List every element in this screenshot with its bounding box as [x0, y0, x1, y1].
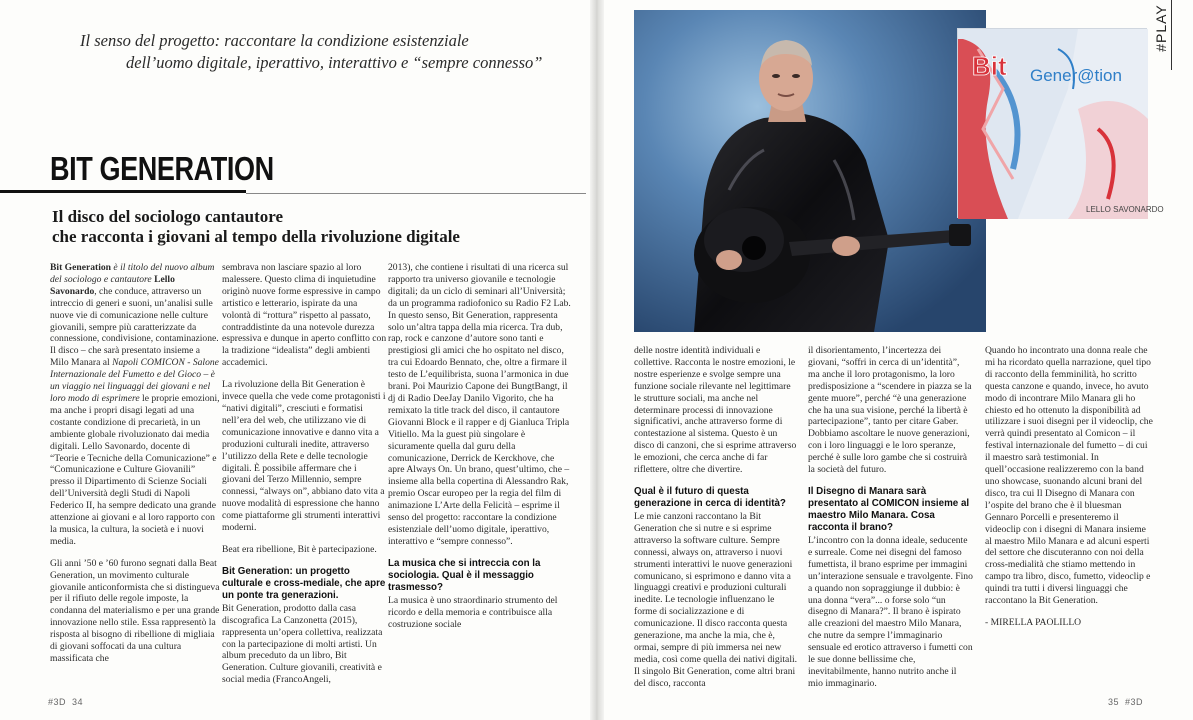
text-column-4: [634, 345, 799, 689]
lead-title: Bit Generation: [50, 262, 112, 273]
page-number: 34: [72, 697, 84, 707]
paragraph: sembrava non lasciare spazio al loro malessere. Questo clima di inquietudine originò nuove forme espressive in campo artistico e letterario, ispirate da una volontà di “rottura” rispetto al passato, contraddistinte da una notevole durezza espressiva e dunque in aperto conflitto con la tradizione “idealista” degli ambienti accademici.: [222, 262, 387, 369]
paragraph: L’incontro con la donna ideale, seducente e surreale. Come nei disegni del famoso fumettista, il brano esprime per immagini un’interazione sensuale e travolgente. Fino a quando non sopraggiunge il dubbio: è una donna “vera”... o forse solo “un disegno di Manara?”. Il brano è ispirato alle creazioni del maestro Milo Manara, che nutre da sempre l’immaginario sensuale ed erotico attraverso i fumetti con le sue donne bellissime che, inevitabilmente, hanno nutrito anche il mio immaginario.: [808, 534, 973, 689]
lead-italic: è il titolo del nuovo album del sociologo e cantautore: [50, 262, 215, 285]
headline-rule: [0, 190, 246, 193]
paragraph: Le mie canzoni raccontano la Bit Generation che si nutre e si esprime attraverso la software culture. Sempre connessi, always on, attraverso i nuovi strumenti interattivi le nuove generazioni comunicano, si esprimono e danno vita a linguaggi creativi e produzioni culturali inedite. Le tecnologie influenzano le forme di socializzazione e di comunicazione. Il disco racconta questa generazione, ma anche la mia, che è, ormai, sempre di più immersa nei new media, così come quella dei nativi digitali. Il singolo Bit Generation, come altri brani del disco, racconta: [634, 510, 798, 689]
magazine-logo: #3D: [1125, 697, 1144, 707]
album-cover-art: [958, 29, 1164, 219]
paragraph: Quando ho incontrato una donna reale che mi ha ricordato quella narrazione, quel tipo di racconto della femminilità, ho scritto questa canzone e quando, invece, ho avuto modo di incontrare Milo Manara gli ho chiesto ed ho ottenuto la disponibilità ad utilizzare i suoi disegni per il videoclip, che verrà quindi presentato al Comicon – il festival internazionale del fumetto – di cui il maestro sarà testimonial. In quell’occasione realizzeremo con la band uno showcase, suonando alcuni brani del disco, tra cui Il Disegno di Manara con l’ospite del brano che è il bluesman Gennaro Porcelli e presenteremo il videoclip con i disegni di Manara insieme al maestro Milo Manara e ad alcuni esperti del settore che discuteranno con noi della cross-medialità che stiamo mettendo in campo tra libro, disco, fumetto, videoclip e quindi tra tutti i diversi linguaggi che raccontano la Bit Generation.: [985, 345, 1153, 607]
cover-title-generation: Gener@tion: [1030, 66, 1122, 85]
page-number: 35: [1108, 697, 1120, 707]
section-tag: [1151, 0, 1173, 60]
interview-question: Il Disegno di Manara sarà presentato al COMICON insieme al maestro Milo Manara. Cosa racconta il brano?: [808, 485, 970, 533]
pull-quote-line-2: dell’uomo digitale, iperattivo, interattivo e “sempre connesso”: [126, 53, 543, 72]
paragraph: Beat era ribellione, Bit è partecipazione.: [222, 543, 377, 555]
paragraph-text: le proprie emozioni, ma anche i propri disagi legati ad una costante condizione di precarietà, in un ambiente globale rivoluzionato dai media digitali. Lello Savonardo, docente di “Teorie e Tecniche della Comunicazione” e “Comunicazione e Culture Giovanili” presso il Dipartimento di Scienze Sociali dell’Università degli Studi di Napoli Federico II, ha sempre dedicato una grande attenzione ai giovani e al loro rapporto con la musica, la cultura, la società e i nuovi media.: [50, 392, 220, 547]
page-footer-right: [1108, 697, 1143, 707]
paragraph: il disorientamento, l’incertezza dei giovani, “soffri in cerca di un’identità”, ma anche il loro protagonismo, la loro predisposizione a “scendere in piazza se la gente muore”, perché “è una generazione che ha una sua visione, perché la libertà è partecipazione”, tanto per citare Gaber. Dobbiamo ascoltare le nuove generazioni, con i loro linguaggi e le loro speranze, perché è sulle loro gambe che si costruirà la società del futuro.: [808, 345, 972, 476]
page-footer-left: [48, 697, 83, 707]
cover-artist: LELLO SAVONARDO: [1086, 205, 1164, 214]
article-headline: BIT GENERATION: [50, 150, 274, 187]
paragraph: delle nostre identità individuali e collettive. Racconta le nostre emozioni, le nostre esperienze e svolge sempre una funzione sociale rilevante nel legittimare le strutture sociali, ma anche nel determinare processi di innovazione significativi, anche attraverso forme di contestazione al sistema. Questo è un disco di canzoni, che si esprime attraverso le emozioni, che cerca anche di far riflettere, oltre che divertire.: [634, 345, 797, 476]
guitarist-illustration: [634, 10, 986, 332]
paragraph: 2013), che contiene i risultati di una ricerca sul rapporto tra universo giovanile e tecnologie digitali; da un ciclo di seminari all’Università; da un programma radiofonico su Radio F2 Lab. In questo senso, Bit Generation, rappresenta solo un’altra tappa della mia ricerca. Tra dub, rap, rock e canzone d’autore sono tanti e prestigiosi gli amici che ho ospitato nel disco, tra cui Edoardo Bennato, che, oltre a firmare il testo de L’equilibrista, suona l’armonica in due brani. Poi Maurizio Capone dei BungtBangt, il dj di Radio DeeJay Danilo Vigorito, che ha remixato la title track del disco, il cantautore Giovanni Block e il rapper e dj Gianluca Tripla Vitiello. Ma la guest più singolare è sicuramente quella dal guru della comunicazione, Derrick de Kerckhove, che apre Always On. Un brano, quest’ultimo, che – insieme alla bella copertina di Alessandro Rak, premio Oscar europeo per la regia del film di animazione L’Arte della Felicità – esprime il senso del progetto: raccontare la condizione esistenziale dell’uomo digitale, iperattivo, interattivo e “sempre connesso”.: [388, 262, 571, 547]
paragraph: Bit Generation, prodotto dalla casa discografica La Canzonetta (2015), rappresenta un’opera collettiva, realizzata con la partecipazione di molti artisti. Un album preceduto da un libro, Bit Generation. Culture giovanili, creatività e social media (FrancoAngeli,: [222, 602, 383, 686]
text-column-5: [808, 345, 973, 689]
paragraph: La rivoluzione della Bit Generation è invece quella che vede come protagonisti i “nativi digitali”, cresciuti e formatisi nell’era del web, che utilizzano vie di comunicazione innovative e danno vita a produzioni culturali inedite, attraverso l’utilizzo della Rete e delle tecnologie digitali. È possibile affermare che i giovani del Terzo Millennio, sempre connessi, “always on”, abbiano dato vita a nuove modalità di espressione che hanno come piattaforme gli strumenti interattivi moderni.: [222, 379, 386, 534]
text-column-2: [222, 262, 387, 686]
section-tag-label: #PLAY: [1152, 4, 1169, 52]
subhead-line-1: Il disco del sociologo cantautore: [52, 207, 284, 226]
paragraph-text: , che conduce, attraverso un intreccio di generi e suoni, un’analisi sulle nuove vie di comunicazione nelle culture giovanili, sempre più caratterizzate da connessione, condivisione, contaminazione. Il disco – che sarà presentato insieme a Milo Manara al: [50, 285, 219, 369]
author-name: Lello Savonardo: [50, 273, 175, 297]
paragraph: [50, 262, 220, 548]
page-gutter: [590, 0, 604, 720]
text-column-3: [388, 262, 573, 682]
pull-quote-line-1: Il senso del progetto: raccontare la condizione esistenziale: [80, 31, 469, 50]
event-name: Napoli COMICON - Salone Internazionale del Fumetto e del Gioco – è un viaggio nei linguaggi dei giovani e nel loro modo di esprimere: [50, 357, 219, 404]
interview-question: La musica che si intreccia con la sociologia. Qual è il messaggio trasmesso?: [388, 557, 541, 593]
interview-question: Qual è il futuro di questa generazione in cerca di identità?: [634, 485, 786, 509]
cover-title-bit: Bit: [972, 51, 1007, 81]
text-column-1: [50, 262, 220, 682]
text-column-6: [985, 345, 1153, 685]
paragraph: La musica è uno straordinario strumento del ricordo e della memoria e contribuisce alla costruzione sociale: [388, 594, 558, 630]
artist-photo: [634, 10, 986, 332]
headline-thin-rule: [246, 193, 586, 194]
subhead-line-2: che racconta i giovani al tempo della rivoluzione digitale: [52, 227, 460, 246]
section-tag-rule: [1171, 0, 1172, 70]
article-subhead: [52, 207, 572, 247]
interview-question: Bit Generation: un progetto culturale e cross-mediale, che apre un ponte tra generazioni.: [222, 565, 386, 601]
magazine-logo: #3D: [48, 697, 67, 707]
album-cover: [957, 28, 1164, 218]
pull-quote: [70, 30, 550, 74]
paragraph: Gli anni ’50 e ’60 furono segnati dalla Beat Generation, un movimento culturale giovanile anticonformista che si distingueva per il rifiuto delle regole imposte, la condanna del materialismo e per una grande innovazione nello stile. Essa rappresentò la risposta al bisogno di ribellione di migliaia di giovani soffocati da una cultura massificata che: [50, 557, 220, 664]
article-signature: - MIRELLA PAOLILLO: [985, 616, 1082, 628]
